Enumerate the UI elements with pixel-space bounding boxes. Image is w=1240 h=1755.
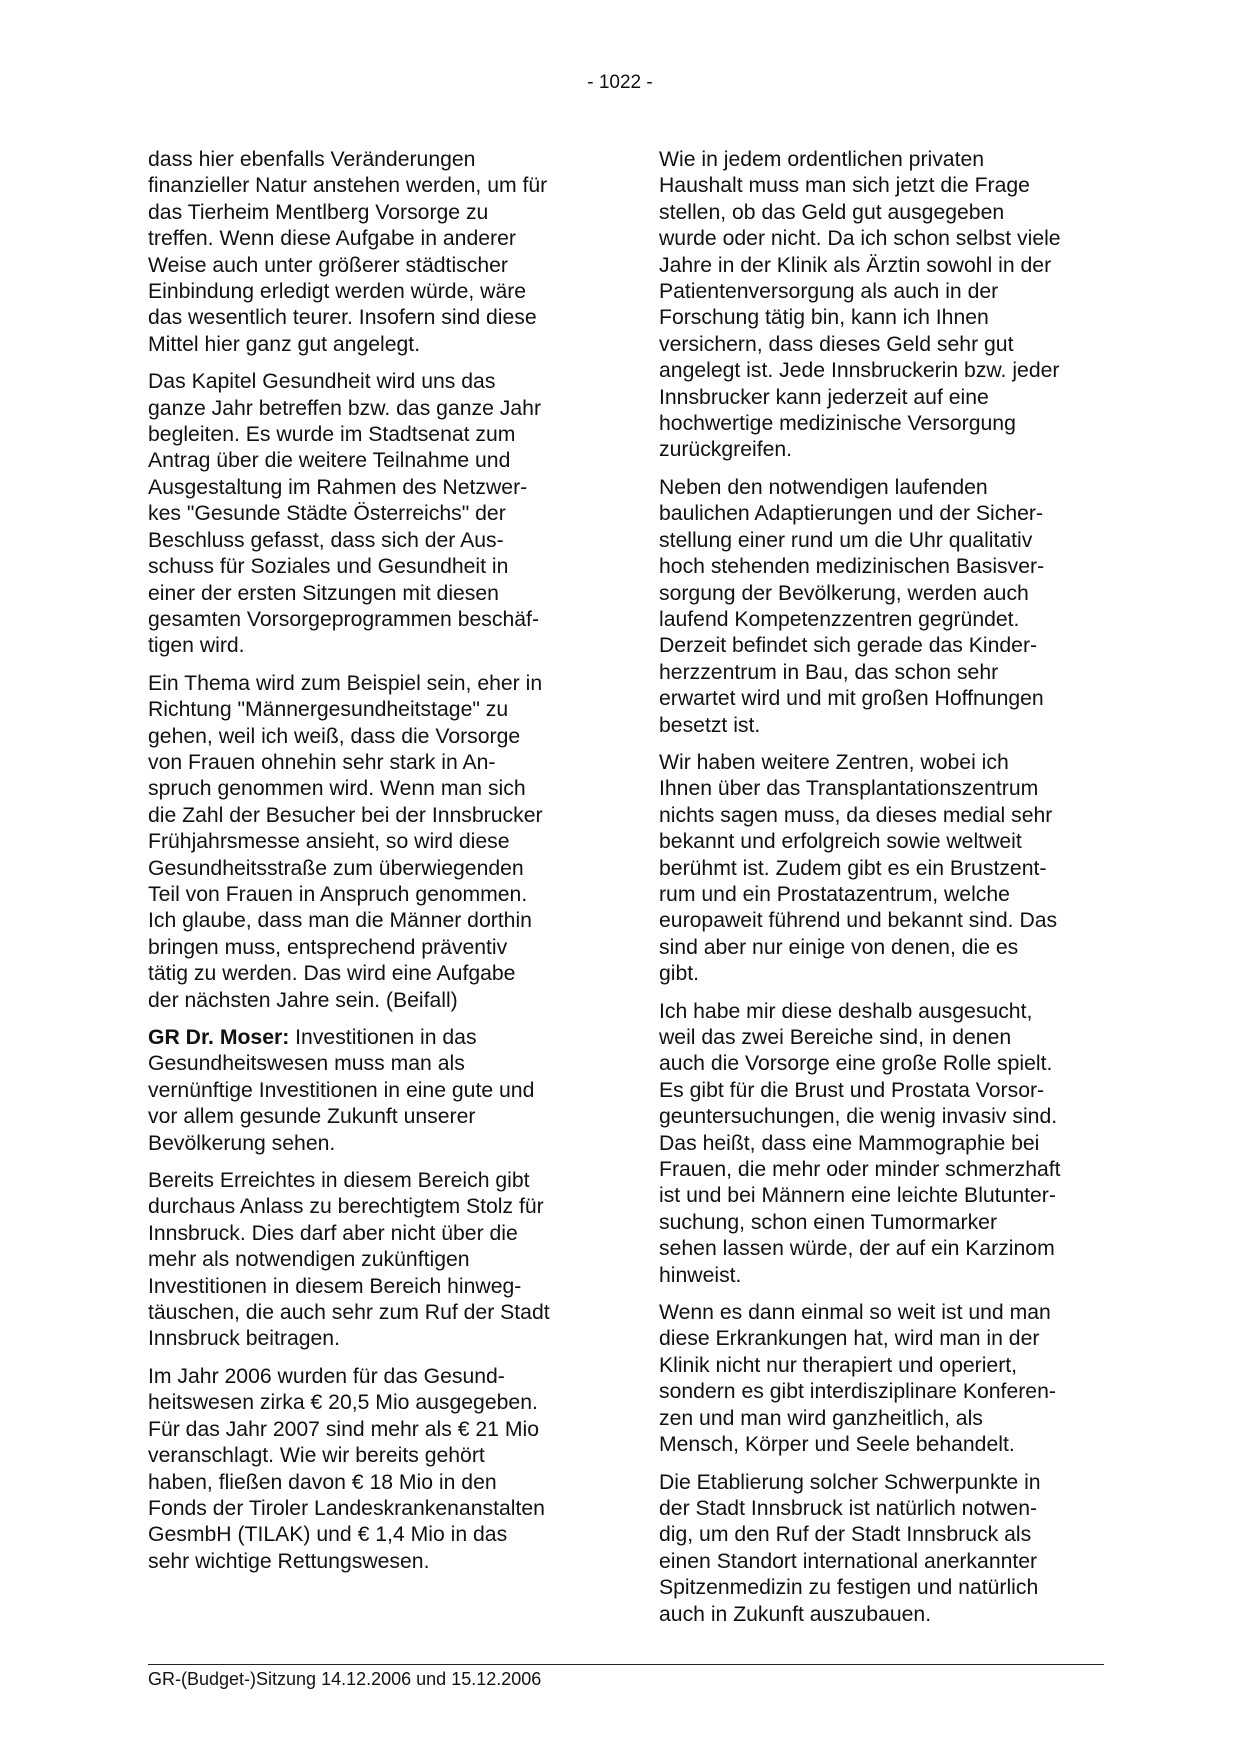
text-line: versichern, dass dieses Geld sehr gut: [659, 332, 1014, 356]
text-line: Das Kapitel Gesundheit wird uns das: [148, 370, 496, 394]
text-line: finanzieller Natur anstehen werden, um für: [148, 174, 548, 198]
text-line: Neben den notwendigen laufenden: [659, 475, 988, 499]
text-line: bringen muss, entsprechend präventiv: [148, 935, 508, 959]
text-line: Die Etablierung solcher Schwerpunkte in: [659, 1470, 1041, 1494]
text-line: Gesundheitswesen muss man als: [148, 1052, 465, 1076]
text-line: herzzentrum in Bau, das schon sehr: [659, 660, 999, 684]
text-line: gibt.: [659, 962, 700, 986]
text-line: spruch genommen wird. Wenn man sich: [148, 777, 526, 801]
text-line: treffen. Wenn diese Aufgabe in anderer: [148, 227, 516, 251]
text-line: Ich habe mir diese deshalb ausgesucht,: [659, 999, 1033, 1023]
left-text-column: [148, 147, 594, 1586]
text-line: suchung, schon einen Tumormarker: [659, 1210, 997, 1234]
text-line: stellen, ob das Geld gut ausgegeben: [659, 200, 1005, 224]
text-line: Innsbrucker kann jederzeit auf eine: [659, 385, 989, 409]
text-line: zen und man wird ganzheitlich, als: [659, 1406, 983, 1430]
page-number: - 1022 -: [587, 72, 653, 93]
paragraph: [148, 147, 594, 358]
text-line: Wie in jedem ordentlichen privaten: [659, 148, 985, 171]
text-line: Wenn es dann einmal so weit ist und man: [659, 1301, 1051, 1325]
text-line: Ein Thema wird zum Beispiel sein, eher in: [148, 671, 543, 695]
paragraph: [148, 671, 594, 1014]
text-line: Teil von Frauen in Anspruch genommen.: [148, 882, 528, 906]
text-line: Patientenversorgung als auch in der: [659, 280, 999, 304]
text-line: schuss für Soziales und Gesundheit in: [148, 555, 509, 579]
text-line: Investitionen in diesem Bereich hinweg-: [148, 1274, 522, 1298]
paragraph: [148, 1364, 594, 1575]
text-line: Haushalt muss man sich jetzt die Frage: [659, 174, 1030, 198]
text-line: besetzt ist.: [659, 713, 761, 737]
text-line: wurde oder nicht. Da ich schon selbst viele: [659, 227, 1061, 251]
text-line: Bereits Erreichtes in diesem Bereich gibt: [148, 1169, 530, 1193]
text-line: auch in Zukunft auszubauen.: [659, 1602, 932, 1626]
text-line: mehr als notwendigen zukünftigen: [148, 1248, 470, 1272]
text-line: hochwertige medizinische Versorgung: [659, 412, 1016, 436]
text-line: gehen, weil ich weiß, dass die Vorsorge: [148, 724, 521, 748]
text-line: tätig zu werden. Das wird eine Aufgabe: [148, 962, 516, 986]
text-line: Das heißt, dass eine Mammographie bei: [659, 1131, 1040, 1155]
text-line: Jahre in der Klinik als Ärztin sowohl in der: [659, 253, 1052, 277]
text-line: Fonds der Tiroler Landeskrankenanstalten: [148, 1496, 545, 1520]
text-line: sind aber nur einige von denen, die es: [659, 935, 1019, 959]
text-line: einer der ersten Sitzungen mit diesen: [148, 581, 499, 605]
speaker-name: GR Dr. Moser:: [148, 1026, 290, 1049]
text-line: sehr wichtige Rettungswesen.: [148, 1549, 430, 1573]
text-line: Wir haben weitere Zentren, wobei ich: [659, 750, 1009, 774]
text-line: angelegt ist. Jede Innsbruckerin bzw. jeder: [659, 359, 1060, 383]
text-line: die Zahl der Besucher bei der Innsbrucker: [148, 803, 543, 827]
text-line: vor allem gesunde Zukunft unserer: [148, 1105, 476, 1129]
text-line: Ich glaube, dass man die Männer dorthin: [148, 909, 532, 933]
text-line: Innsbruck. Dies darf aber nicht über die: [148, 1221, 518, 1245]
paragraph: [148, 369, 594, 659]
text-line: ganze Jahr betreffen bzw. das ganze Jahr: [148, 396, 542, 420]
text-line: hinweist.: [659, 1263, 742, 1287]
text-line: Im Jahr 2006 wurden für das Gesund-: [148, 1364, 505, 1388]
text-line: Spitzenmedizin zu festigen und natürlich: [659, 1576, 1039, 1600]
text-line: einen Standort international anerkannter: [659, 1549, 1038, 1573]
paragraph: [148, 1025, 594, 1157]
text-line: zurückgreifen.: [659, 438, 793, 462]
text-line: Mensch, Körper und Seele behandelt.: [659, 1433, 1015, 1457]
footer-session-info: GR-(Budget-)Sitzung 14.12.2006 und 15.12.2006: [148, 1669, 542, 1689]
text-line: kes "Gesunde Städte Österreichs" der: [148, 502, 506, 526]
paragraph: [148, 1168, 594, 1353]
text-line: stellung einer rund um die Uhr qualitativ: [659, 528, 1033, 552]
paragraph: [659, 750, 1105, 988]
text-line: weil das zwei Bereiche sind, in denen: [659, 1026, 1012, 1049]
text-line: Richtung "Männergesundheitstage" zu: [148, 698, 509, 722]
text-line: Gesundheitsstraße zum überwiegenden: [148, 856, 524, 880]
text-line: berühmt ist. Zudem gibt es ein Brustzent-: [659, 856, 1047, 880]
text-line: laufend Kompetenzzentren gegründet.: [659, 607, 1020, 631]
text-line: auch die Vorsorge eine große Rolle spielt.: [659, 1052, 1053, 1076]
text-line: Bevölkerung sehen.: [148, 1131, 336, 1155]
speaker-intro-text: Investitionen in das: [289, 1026, 477, 1049]
text-line: tigen wird.: [148, 634, 245, 658]
text-line: nichts sagen muss, da dieses medial sehr: [659, 803, 1053, 827]
paragraph: [659, 1470, 1105, 1628]
text-line: Beschluss gefasst, dass sich der Aus-: [148, 528, 504, 552]
text-line: bekannt und erfolgreich sowie weltweit: [659, 830, 1022, 854]
text-line: Ihnen über das Transplantationszentrum: [659, 777, 1039, 801]
text-line: erwartet wird und mit großen Hoffnungen: [659, 687, 1044, 711]
text-line: ist und bei Männern eine leichte Blutunter-: [659, 1184, 1056, 1208]
right-text-column: [659, 147, 1105, 1639]
text-line: Klinik nicht nur therapiert und operiert,: [659, 1353, 1018, 1377]
paragraph: [659, 1300, 1105, 1458]
text-line: Ausgestaltung im Rahmen des Netzwer-: [148, 475, 528, 499]
text-line: sehen lassen würde, der auf ein Karzinom: [659, 1237, 1055, 1261]
text-line: europaweit führend und bekannt sind. Das: [659, 909, 1058, 933]
text-line: hoch stehenden medizinischen Basisver-: [659, 555, 1045, 579]
text-line: [148, 1025, 594, 1051]
text-line: begleiten. Es wurde im Stadtsenat zum: [148, 423, 516, 447]
text-line: durchaus Anlass zu berechtigtem Stolz für: [148, 1195, 544, 1219]
text-line: gesamten Vorsorgeprogrammen beschäf-: [148, 607, 539, 631]
text-line: täuschen, die auch sehr zum Ruf der Stadt: [148, 1301, 550, 1325]
text-line: vernünftige Investitionen in eine gute und: [148, 1078, 535, 1102]
text-line: veranschlagt. Wie wir bereits gehört: [148, 1444, 485, 1468]
text-line: sondern es gibt interdisziplinare Konferen-: [659, 1380, 1056, 1404]
text-line: Frühjahrsmesse ansieht, so wird diese: [148, 830, 510, 854]
text-line: der Stadt Innsbruck ist natürlich notwen-: [659, 1496, 1038, 1520]
footer-divider: [148, 1664, 1104, 1665]
text-line: sorgung der Bevölkerung, werden auch: [659, 581, 1029, 605]
text-line: dass hier ebenfalls Veränderungen: [148, 148, 476, 171]
text-line: dig, um den Ruf der Stadt Innsbruck als: [659, 1523, 1032, 1547]
text-line: baulichen Adaptierungen und der Sicher-: [659, 502, 1044, 526]
text-line: Es gibt für die Brust und Prostata Vorsor-: [659, 1078, 1045, 1102]
text-line: Einbindung erledigt werden würde, wäre: [148, 280, 527, 304]
text-line: Derzeit befindet sich gerade das Kinder-: [659, 634, 1038, 658]
text-line: das wesentlich teurer. Insofern sind diese: [148, 306, 537, 330]
text-line: von Frauen ohnehin sehr stark in An-: [148, 750, 496, 774]
text-line: Frauen, die mehr oder minder schmerzhaft: [659, 1158, 1061, 1182]
text-line: diese Erkrankungen hat, wird man in der: [659, 1327, 1040, 1351]
text-line: das Tierheim Mentlberg Vorsorge zu: [148, 200, 489, 224]
text-line: haben, fließen davon € 18 Mio in den: [148, 1470, 497, 1494]
text-line: GesmbH (TILAK) und € 1,4 Mio in das: [148, 1523, 508, 1547]
paragraph: [659, 147, 1105, 464]
text-line: heitswesen zirka € 20,5 Mio ausgegeben.: [148, 1391, 538, 1415]
text-line: Für das Jahr 2007 sind mehr als € 21 Mio: [148, 1417, 539, 1441]
text-line: Antrag über die weitere Teilnahme und: [148, 449, 511, 473]
text-line: Innsbruck beitragen.: [148, 1327, 340, 1351]
paragraph: [659, 475, 1105, 739]
text-line: Forschung tätig bin, kann ich Ihnen: [659, 306, 989, 330]
paragraph: [659, 999, 1105, 1289]
text-line: geuntersuchungen, die wenig invasiv sind.: [659, 1105, 1058, 1129]
text-line: Weise auch unter größerer städtischer: [148, 253, 508, 277]
text-line: Mittel hier ganz gut angelegt.: [148, 332, 421, 356]
text-line: rum und ein Prostatazentrum, welche: [659, 882, 1010, 906]
text-line: der nächsten Jahre sein. (Beifall): [148, 988, 458, 1012]
